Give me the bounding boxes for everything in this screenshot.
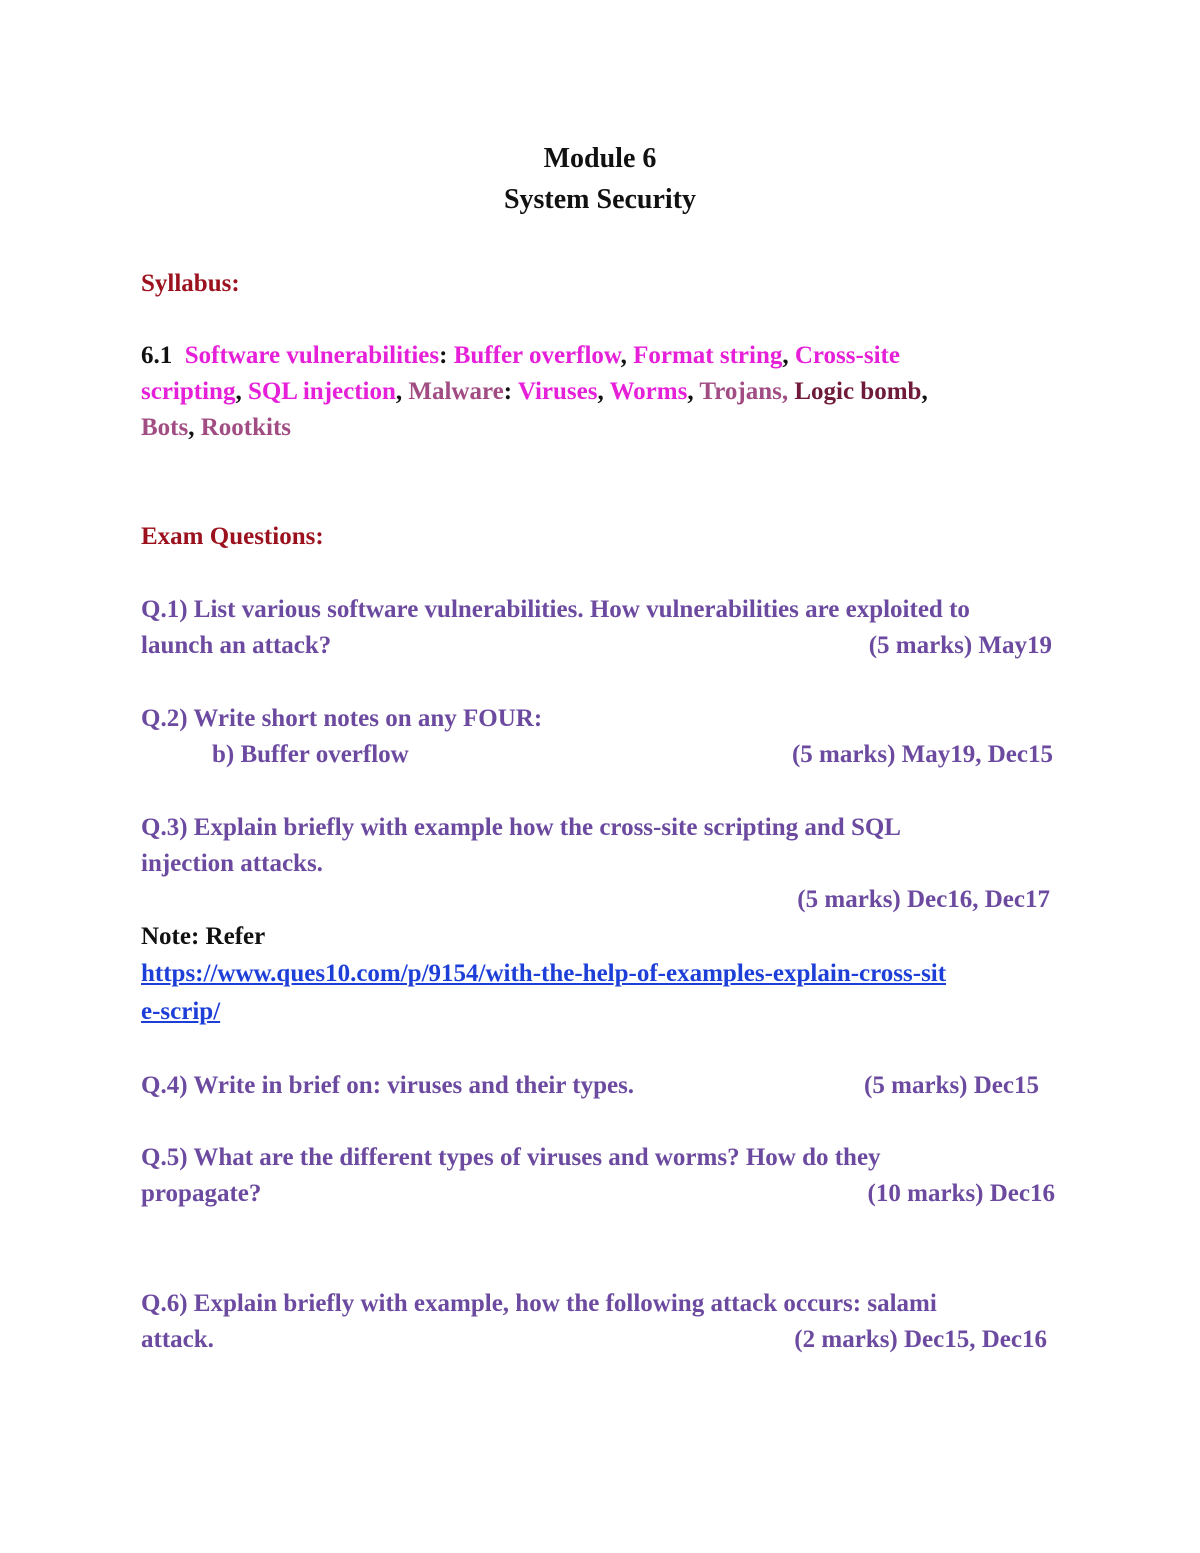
syllabus-l2-segment: , <box>235 378 248 405</box>
syllabus-line-1 <box>141 342 900 370</box>
reference-link-line-2[interactable]: e-scrip/ <box>141 998 221 1025</box>
syllabus-l2-segment: , <box>921 378 928 405</box>
question-2-sub-item: b) Buffer overflow <box>212 741 409 768</box>
syllabus-l2-segment: : <box>503 378 518 405</box>
question-5-line-1: Q.5) What are the different types of viruses and worms? How do they <box>141 1144 881 1171</box>
syllabus-l2-segment: Trojans, <box>699 378 795 405</box>
question-3-marks: (5 marks) Dec16, Dec17 <box>797 886 1050 913</box>
syllabus-l1-segment: : <box>439 342 454 369</box>
question-4-line-1: Q.4) Write in brief on: viruses and their types. <box>141 1072 635 1099</box>
syllabus-l2-segment: , <box>687 378 700 405</box>
question-4-marks: (5 marks) Dec15 <box>864 1072 1039 1099</box>
syllabus-l1-segment: , <box>620 342 634 369</box>
syllabus-l1-segment: Cross-site <box>794 342 900 369</box>
question-3-line-1: Q.3) Explain briefly with example how the cross-site scripting and SQL <box>141 814 901 841</box>
question-1-line-2: launch an attack? <box>141 632 332 659</box>
syllabus-heading: Syllabus: <box>141 270 240 297</box>
question-2-marks: (5 marks) May19, Dec15 <box>791 741 1053 768</box>
page-subtitle: System Security <box>503 184 697 215</box>
question-6-line-2: attack. <box>141 1326 214 1353</box>
syllabus-l1-segment: , <box>782 342 795 369</box>
question-2-line-1: Q.2) Write short notes on any FOUR: <box>141 705 543 732</box>
syllabus-l2-segment: , <box>395 378 409 405</box>
question-6-marks: (2 marks) Dec15, Dec16 <box>794 1326 1047 1353</box>
syllabus-l2-segment: scripting <box>141 378 236 405</box>
question-3-line-2: injection attacks. <box>141 850 323 877</box>
question-5-marks: (10 marks) Dec16 <box>867 1180 1055 1207</box>
syllabus-l2-segment: Malware <box>408 378 504 405</box>
syllabus-line-3 <box>141 414 291 442</box>
syllabus-number: 6.1 <box>141 342 173 369</box>
syllabus-l2-segment: Logic bomb <box>794 378 922 405</box>
syllabus-l1-segment: Format string <box>633 342 783 369</box>
question-1-line-1: Q.1) List various software vulnerabilities. How vulnerabilities are exploited to <box>141 596 970 623</box>
note-label: Note: Refer <box>141 923 266 950</box>
reference-link-line-1[interactable]: https://www.ques10.com/p/9154/with-the-help-of-examples-explain-cross-sit <box>141 960 947 987</box>
question-5-line-2: propagate? <box>141 1180 262 1207</box>
syllabus-l2-segment: Worms <box>609 378 688 405</box>
syllabus-line-2 <box>141 378 928 406</box>
syllabus-l3-segment: Rootkits <box>200 414 292 441</box>
exam-heading: Exam Questions: <box>141 523 324 550</box>
syllabus-topics-1 <box>185 342 900 369</box>
question-1-marks: (5 marks) May19 <box>868 632 1052 659</box>
syllabus-l2-segment: , <box>597 378 610 405</box>
syllabus-l2-segment: SQL injection <box>247 378 396 405</box>
syllabus-l2-segment: Viruses <box>517 378 598 405</box>
syllabus-l1-segment: Buffer overflow <box>453 342 621 369</box>
syllabus-l1-segment: Software vulnerabilities <box>184 342 440 369</box>
syllabus-l3-segment: Bots <box>141 414 189 441</box>
question-6-line-1: Q.6) Explain briefly with example, how the following attack occurs: salami <box>141 1290 937 1317</box>
page-title: Module 6 <box>543 143 657 174</box>
syllabus-l3-segment: , <box>188 414 201 441</box>
